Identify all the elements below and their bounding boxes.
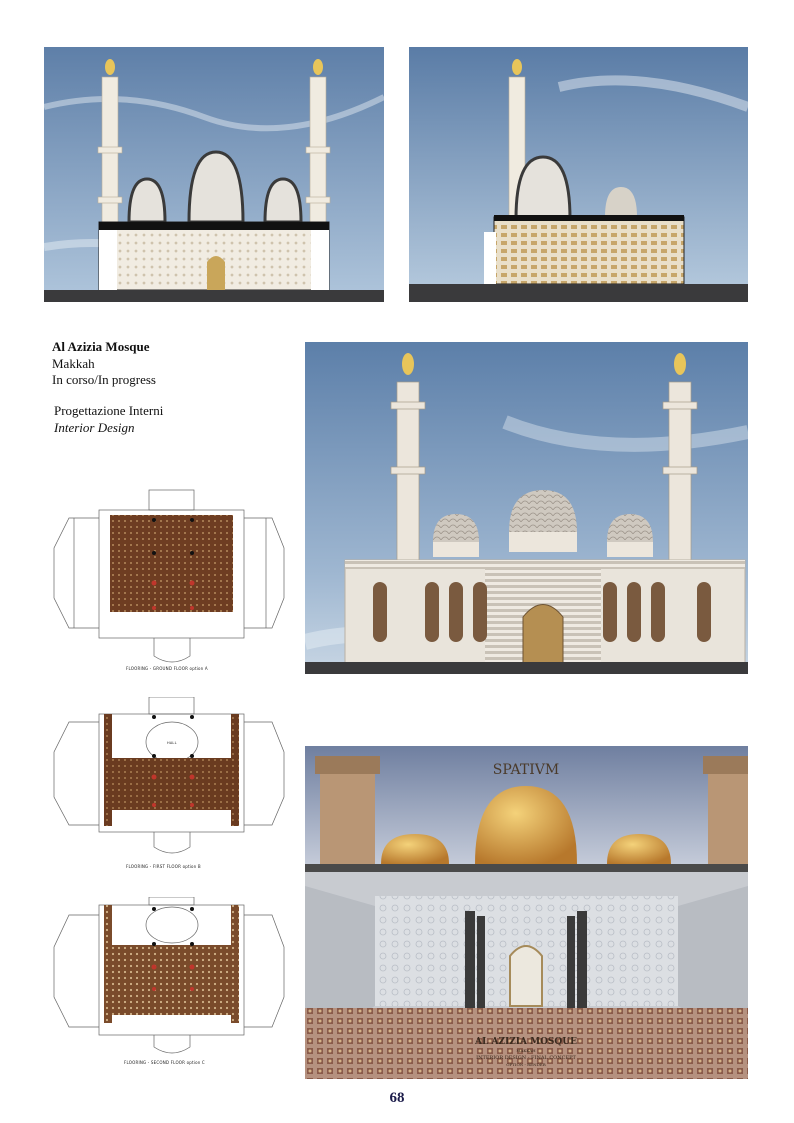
mosque-section-elevation-image <box>409 47 748 302</box>
first-floor-plan <box>44 697 292 877</box>
project-caption <box>52 339 164 435</box>
project-status: In corso/In progress <box>52 372 156 387</box>
page-number: 68 <box>389 1090 405 1106</box>
second-floor-plan-label: FLOORING - SECOND FLOOR option C <box>124 1060 205 1065</box>
ground-floor-plan-label: FLOORING - GROUND FLOOR option A <box>126 666 208 671</box>
mosque-main-elevation-render <box>305 342 748 674</box>
interior-project-sub: MAKKAH <box>516 1048 536 1053</box>
second-floor-plan <box>44 897 292 1072</box>
interior-concept-text: INTERIOR DESIGN - FINAL CONCEPT <box>476 1055 576 1061</box>
project-scope-italian: Progettazione Interni <box>54 403 164 418</box>
ground-floor-plan <box>44 488 292 678</box>
mosque-interior-render <box>305 746 748 1079</box>
project-scope-english: Interior Design <box>54 419 135 435</box>
interior-project-title: AL AZIZIA MOSQUE <box>475 1037 577 1047</box>
mosque-front-elevation-image <box>44 47 384 302</box>
project-title: Al Azizia Mosque <box>52 339 150 354</box>
project-location: Makkah <box>52 355 95 371</box>
interior-brand-text: SPATIVM <box>492 762 560 778</box>
interior-concept-sub: OPTION - RENDER <box>506 1062 546 1067</box>
first-floor-plan-label: FLOORING - FIRST FLOOR option B <box>126 864 201 869</box>
first-floor-hall-label: HALL <box>167 741 177 745</box>
